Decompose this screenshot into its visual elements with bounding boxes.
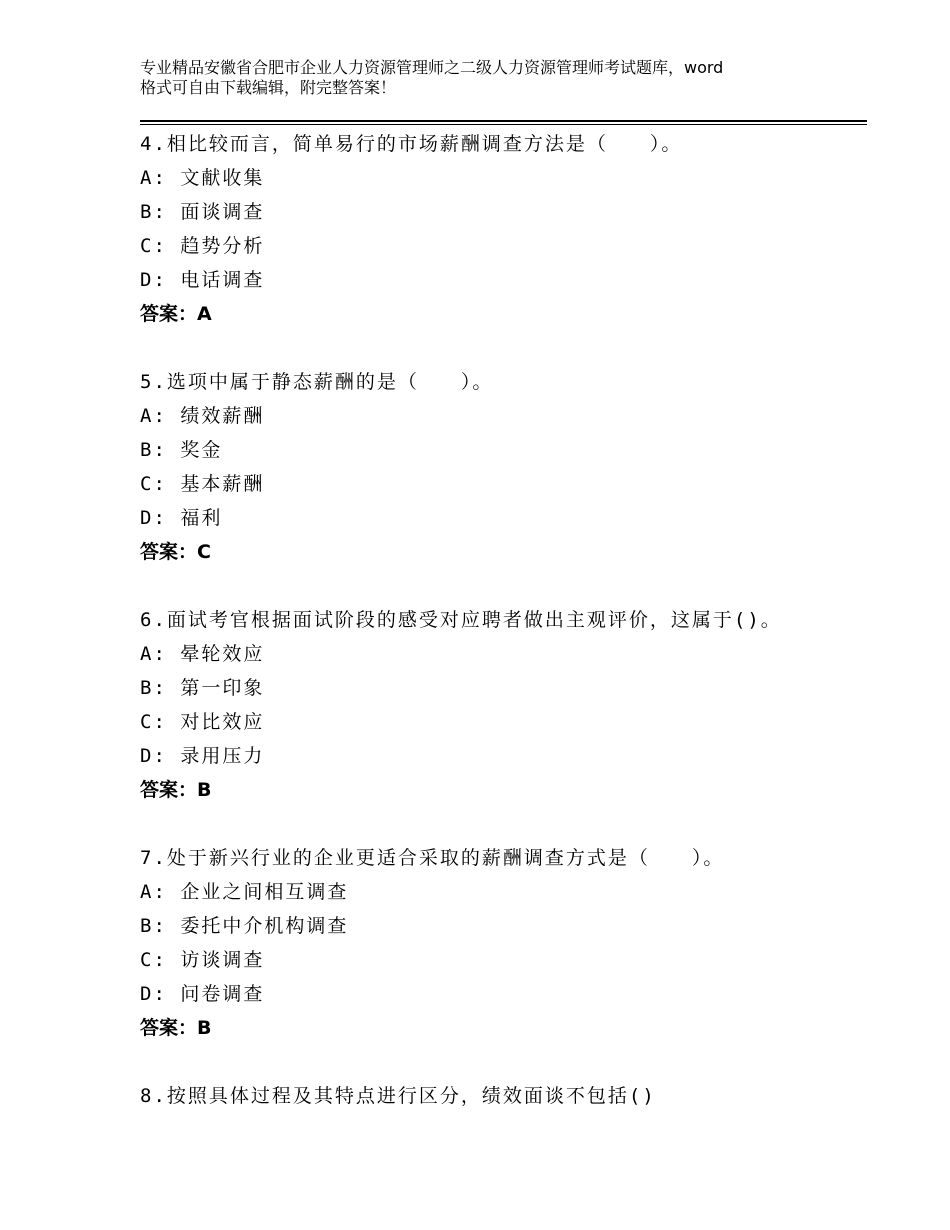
option-b: B: 奖金 — [140, 439, 223, 461]
option-a: A: 文献收集 — [140, 167, 265, 189]
answer-value: B — [197, 779, 212, 801]
question-stem: 5.选项中属于静态薪酬的是（ ）。 — [140, 371, 494, 393]
answer-line — [140, 1011, 867, 1045]
option-b: B: 面谈调查 — [140, 201, 265, 223]
option-a: A: 晕轮效应 — [140, 643, 265, 665]
answer-value: C — [197, 541, 211, 563]
option-c: C: 对比效应 — [140, 711, 265, 733]
option-d: D: 问卷调查 — [140, 983, 265, 1005]
option-d: D: 录用压力 — [140, 745, 265, 767]
option-a: A: 绩效薪酬 — [140, 405, 265, 427]
question-8 — [140, 1079, 867, 1113]
option-d: D: 电话调查 — [140, 269, 265, 291]
option-c: C: 访谈调查 — [140, 949, 265, 971]
option-b: B: 第一印象 — [140, 677, 265, 699]
question-6 — [140, 603, 867, 807]
question-stem: 6.面试考官根据面试阶段的感受对应聘者做出主观评价，这属于()。 — [140, 609, 782, 631]
question-stem: 7.处于新兴行业的企业更适合采取的薪酬调查方式是（ ）。 — [140, 847, 725, 869]
question-stem: 4.相比较而言，简单易行的市场薪酬调查方法是（ ）。 — [140, 133, 683, 155]
question-stem: 8.按照具体过程及其特点进行区分，绩效面谈不包括() — [140, 1085, 656, 1107]
option-c: C: 趋势分析 — [140, 235, 265, 257]
document-header: 专业精品安徽省合肥市企业人力资源管理师之二级人力资源管理师考试题库，word 格式可自由下载编辑，附完整答案！ — [140, 58, 724, 97]
option-d: D: 福利 — [140, 507, 223, 529]
question-4 — [140, 127, 867, 331]
answer-value: B — [197, 1017, 212, 1039]
option-b: B: 委托中介机构调查 — [140, 915, 349, 937]
header-divider-thin — [140, 124, 867, 125]
answer-label: 答案： — [140, 303, 198, 325]
answer-line — [140, 773, 867, 807]
answer-line — [140, 297, 867, 331]
question-list — [140, 127, 867, 1113]
option-c: C: 基本薪酬 — [140, 473, 265, 495]
option-a: A: 企业之间相互调查 — [140, 881, 349, 903]
header-divider-thick — [140, 120, 867, 122]
answer-label: 答案： — [140, 779, 198, 801]
question-5 — [140, 365, 867, 569]
answer-value: A — [197, 303, 212, 325]
answer-line — [140, 535, 867, 569]
question-7 — [140, 841, 867, 1045]
answer-label: 答案： — [140, 1017, 198, 1039]
answer-label: 答案： — [140, 541, 198, 563]
